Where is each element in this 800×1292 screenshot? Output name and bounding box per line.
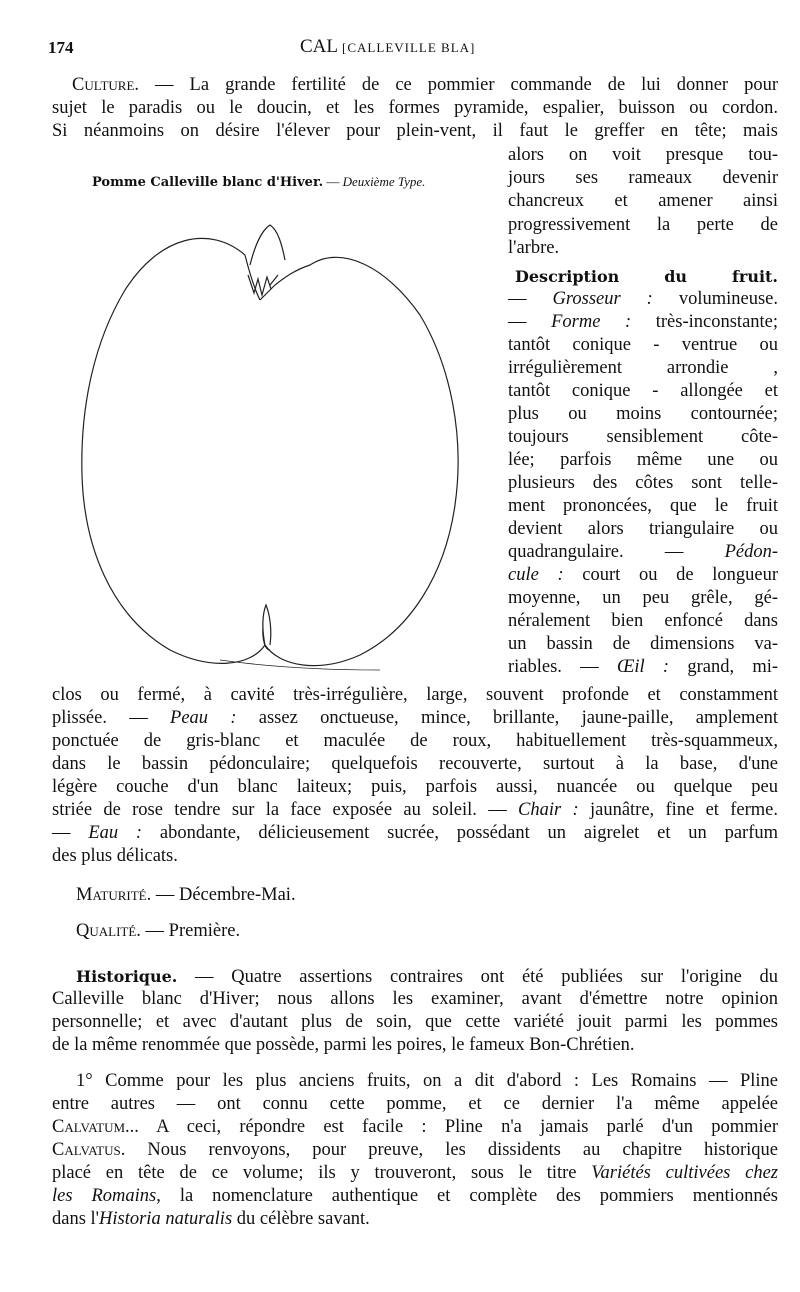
description-line (508, 656, 778, 679)
text: les Romains (52, 1186, 157, 1206)
text: plus ou moins contournée; (508, 404, 778, 424)
historique-line: personnelle; et avec d'autant plus de soin, que cette variété jouit parmi les pommes (52, 1012, 778, 1032)
text: abondante, délicieusement sucrée, possédant un aigrelet et un parfum (142, 823, 779, 843)
description-line (52, 730, 778, 753)
culture-label: Culture. (72, 75, 140, 95)
text: ment prononcées, que le fruit (508, 496, 778, 516)
text: jaunâtre, fine et ferme. (578, 800, 778, 820)
maturite-label: Maturité. (76, 885, 152, 905)
text: cule : (508, 565, 564, 585)
paragraph-line (52, 1208, 778, 1231)
culture-line (72, 74, 778, 97)
text: riables. — (508, 657, 617, 677)
text: quadrangulaire. — (508, 542, 725, 562)
running-head-main: CAL (300, 36, 338, 57)
culture-line: jours ses rameaux devenir (508, 168, 778, 188)
text: ... A ceci, répondre est facile : Pline n'a jamais parlé d'un pommier (125, 1117, 778, 1137)
qualite-label: Qualité. (76, 921, 141, 941)
caption-type: Deuxième Type. (342, 174, 426, 189)
text: Variétés cultivées chez (591, 1163, 778, 1183)
text: Eau : (88, 823, 143, 843)
text: Peau : (170, 708, 237, 728)
text: toujours sensiblement côte- (508, 427, 778, 447)
description-line (508, 311, 778, 334)
text: plissée. — (52, 708, 171, 728)
description-line (508, 541, 778, 564)
text: court ou de longueur (563, 565, 778, 585)
caption-title: Pomme Calleville blanc d'Hiver. (92, 175, 324, 190)
text: dans l' (52, 1209, 100, 1229)
description-title: Description du fruit. (515, 267, 778, 286)
text: devient alors triangulaire ou (508, 519, 778, 539)
running-head (300, 36, 475, 58)
culture-line: chancreux et amener ainsi (508, 191, 778, 211)
paragraph-line (52, 1185, 778, 1208)
paragraph-line: 1° Comme pour les plus anciens fruits, on a dit d'abord : Les Romains — Pline (76, 1071, 778, 1091)
description-line (52, 799, 778, 822)
text: néralement bien enfoncé dans (508, 611, 778, 631)
description-line (508, 449, 778, 472)
text: Forme : (551, 312, 632, 332)
maturite-value: — Décembre-Mai. (151, 885, 296, 905)
description-line (508, 564, 778, 587)
description-line (508, 472, 778, 495)
text: volumineuse. (652, 289, 779, 309)
description-line (508, 633, 778, 656)
text: — La grande fertilité de ce pommier commande de lui donner pour (139, 75, 778, 95)
culture-line: Si néanmoins on désire l'élever pour plein-vent, il faut le greffer en tête; mais (52, 121, 778, 141)
culture-line: alors on voit presque tou- (508, 145, 778, 165)
description-line (508, 380, 778, 403)
page-number: 174 (48, 38, 74, 57)
apple-illustration (70, 205, 470, 675)
text: clos ou fermé, à cavité très-irrégulière, large, souvent profonde et constamment (52, 685, 778, 705)
paragraph-line (52, 1116, 778, 1139)
text: Chair : (518, 800, 579, 820)
text: Historia naturalis (99, 1209, 233, 1229)
description-line (508, 357, 778, 380)
description-line (508, 334, 778, 357)
historique-line: de la même renommée que possède, parmi les poires, le fameux Bon-Chrétien. (52, 1035, 635, 1055)
text: du célèbre savant. (232, 1209, 370, 1229)
text: — (508, 312, 552, 332)
text: placé en tête de ce volume; ils y trouveront, sous le titre (52, 1163, 592, 1183)
paragraph-line (52, 1162, 778, 1185)
maturite-line (76, 884, 296, 907)
text: lée; parfois même une ou (508, 450, 778, 470)
description-line (52, 684, 778, 707)
qualite-value: — Première. (140, 921, 241, 941)
text: Calvatus (52, 1140, 121, 1160)
text: ponctuée de gris-blanc et maculée de roux, habituellement très-squammeux, (52, 731, 778, 751)
text: assez onctueuse, mince, brillante, jaune-paille, amplement (236, 708, 778, 728)
text: — (508, 289, 553, 309)
culture-line: l'arbre. (508, 238, 560, 258)
description-line (52, 845, 778, 868)
description-line (52, 707, 778, 730)
figure-caption (92, 174, 425, 190)
description-line (508, 610, 778, 633)
text: plusieurs des côtes sont telle- (508, 473, 778, 493)
text: très-inconstante; (631, 312, 779, 332)
text: striée de rose tendre sur la face exposée au soleil. — (52, 800, 519, 820)
culture-line: progressivement la perte de (508, 215, 778, 235)
text: dans le bassin pédonculaire; quelquefois recouverte, surtout à la base, d'une (52, 754, 778, 774)
culture-line: sujet le paradis ou le doucin, et les formes pyramide, espalier, buisson ou cordon. (52, 98, 778, 118)
text: grand, mi- (669, 657, 779, 677)
paragraph-line (52, 1139, 778, 1162)
text: Calvatum (52, 1117, 126, 1137)
description-line (52, 776, 778, 799)
text: moyenne, un peu grêle, gé- (508, 588, 778, 608)
description-line (52, 822, 778, 845)
description-line (508, 288, 778, 311)
qualite-line (76, 920, 240, 943)
text: des plus délicats. (52, 846, 178, 866)
description-line (508, 495, 778, 518)
historique-label: Historique. (76, 967, 178, 986)
text: légère couche d'un blanc laiteux; puis, parfois aussi, nuancée ou quelque peu (52, 777, 778, 797)
description-line (508, 426, 778, 449)
description-line (508, 403, 778, 426)
text: un bassin de dimensions va- (508, 634, 778, 654)
caption-dash: — (323, 174, 343, 189)
text: Œil : (616, 657, 670, 677)
running-head-bracket: [CALLEVILLE BLA] (342, 40, 476, 55)
text: Grosseur : (552, 289, 653, 309)
description-line (508, 587, 778, 610)
text: , la nomenclature authentique et complète des pommiers mentionnés (156, 1186, 778, 1206)
text: irrégulièrement arrondie , (508, 358, 778, 378)
text: Pédon- (724, 542, 778, 562)
text: — (52, 823, 89, 843)
text: tantôt conique - ventrue ou (508, 335, 778, 355)
text: . Nous renvoyons, pour preuve, les dissidents au chapitre historique (120, 1140, 778, 1160)
text: tantôt conique - allongée et (508, 381, 778, 401)
historique-line (76, 965, 778, 988)
historique-line: Calleville blanc d'Hiver; nous allons les examiner, avant d'émettre notre opinion (52, 989, 778, 1009)
paragraph-line: entre autres — ont connu cette pomme, et ce dernier l'a même appelée (52, 1094, 778, 1114)
text: — Quatre assertions contraires ont été publiées sur l'origine du (177, 967, 778, 987)
description-line (52, 753, 778, 776)
description-line (508, 518, 778, 541)
